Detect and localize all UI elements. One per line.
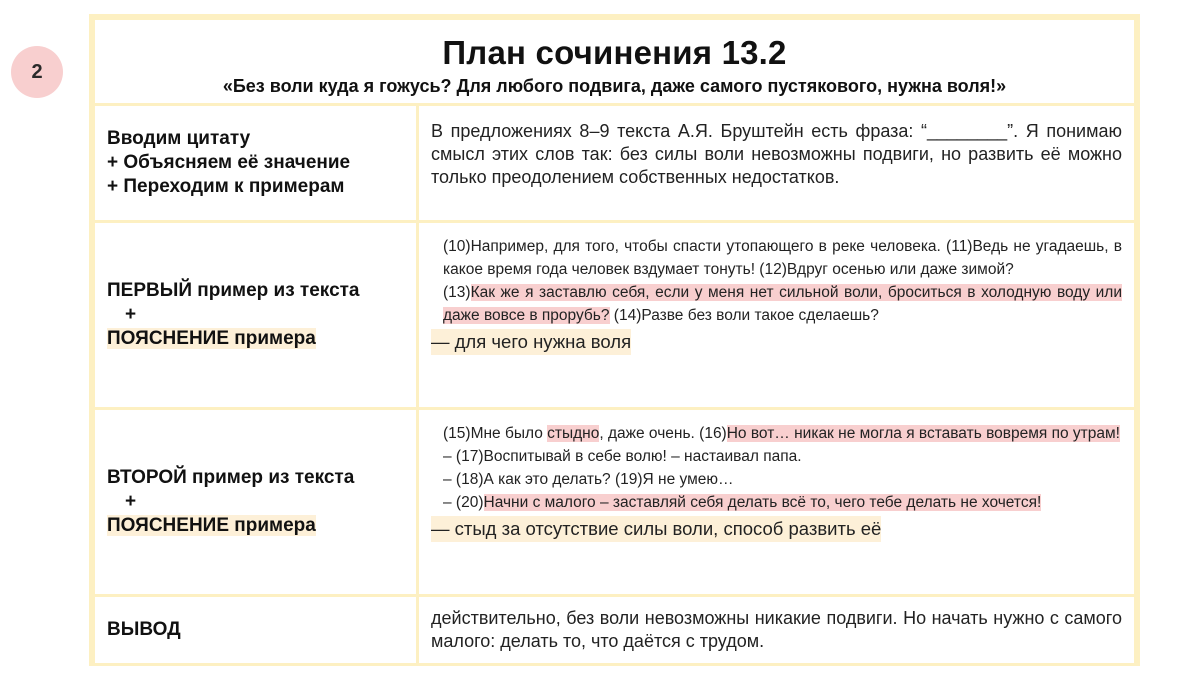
conclusion-text: действительно, без воли невозможны никакие подвиги. Но начать нужно с самого малого: делать то, что даётся с трудом. — [431, 608, 1122, 651]
conclusion-label-cell — [95, 597, 416, 663]
plan-table — [89, 14, 1140, 666]
page-title: План сочинения 13.2 — [442, 34, 787, 71]
example1-paragraph: (10)Например, для того, чтобы спасти утопающего в реке человека. (11)Ведь не угадаешь, в какое время года человек вздумает тонуть! (12)Вдруг осенью или даже зимой? — [443, 238, 1122, 278]
dialogue-line: – (18)А как это делать? (19)Я не умею… — [443, 471, 734, 488]
plus-sign: + — [125, 491, 137, 512]
example2-label-cell — [95, 410, 416, 594]
dialogue-line — [431, 491, 1122, 514]
plus-sign: + — [125, 304, 137, 325]
example2-note-label: ПОЯСНЕНИЕ примера — [107, 515, 316, 536]
sentence-number: – (20) — [443, 494, 484, 511]
highlighted-word: стыдно — [547, 425, 600, 442]
highlighted-quote: Начни с малого – заставляй себя делать всё то, чего тебе делать не хочется! — [483, 494, 1042, 511]
sentence-number: (13) — [443, 284, 471, 301]
intro-label-line: + Переходим к примерам — [107, 176, 345, 197]
example2-text-cell — [419, 410, 1134, 594]
conclusion-label: ВЫВОД — [107, 619, 181, 640]
highlighted-quote: Но вот… никак не могла я вставать вовремя по утрам! — [726, 425, 1120, 442]
intro-text: В предложениях 8–9 текста А.Я. Бруштейн есть фраза: “________”. Я понимаю смысл этих слов так: без силы воли невозможны подвиги, но развить её можно только преодолением собственных недостатков. — [431, 121, 1122, 187]
example2-explanation: — стыд за отсутствие силы воли, способ развить её — [431, 516, 881, 542]
highlighted-quote: Как же я заставлю себя, если у меня нет сильной воли, броситься в холодную воду или даже вовсе в прорубь? — [443, 284, 1122, 324]
intro-text-cell — [419, 106, 1134, 220]
slide-number-badge: 2 — [11, 46, 63, 98]
intro-label-line: + Объясняем её значение — [107, 152, 351, 173]
dialogue-line: – (17)Воспитывай в себе волю! – настаивал папа. — [443, 448, 802, 465]
sentence-text: (15)Мне было — [443, 425, 548, 442]
quote-subtitle: «Без воли куда я гожусь? Для любого подвига, даже самого пустякового, нужна воля!» — [222, 76, 1007, 96]
conclusion-text-cell — [419, 597, 1134, 663]
example2-title: ВТОРОЙ пример из текста — [107, 467, 355, 488]
example2-paragraph — [431, 422, 1122, 445]
example1-paragraph — [431, 281, 1122, 327]
example1-label-cell — [95, 223, 416, 407]
header-cell — [95, 20, 1134, 103]
intro-label-line: Вводим цитату — [107, 128, 251, 149]
intro-label-cell — [95, 106, 416, 220]
example1-title: ПЕРВЫЙ пример из текста — [107, 280, 360, 301]
sentence-text: (14)Разве без воли такое сделаешь? — [609, 307, 879, 324]
example1-explanation: — для чего нужна воля — [431, 329, 631, 355]
example1-text-cell — [419, 223, 1134, 407]
sentence-text: , даже очень. (16) — [599, 425, 727, 442]
example1-note-label: ПОЯСНЕНИЕ примера — [107, 328, 316, 349]
